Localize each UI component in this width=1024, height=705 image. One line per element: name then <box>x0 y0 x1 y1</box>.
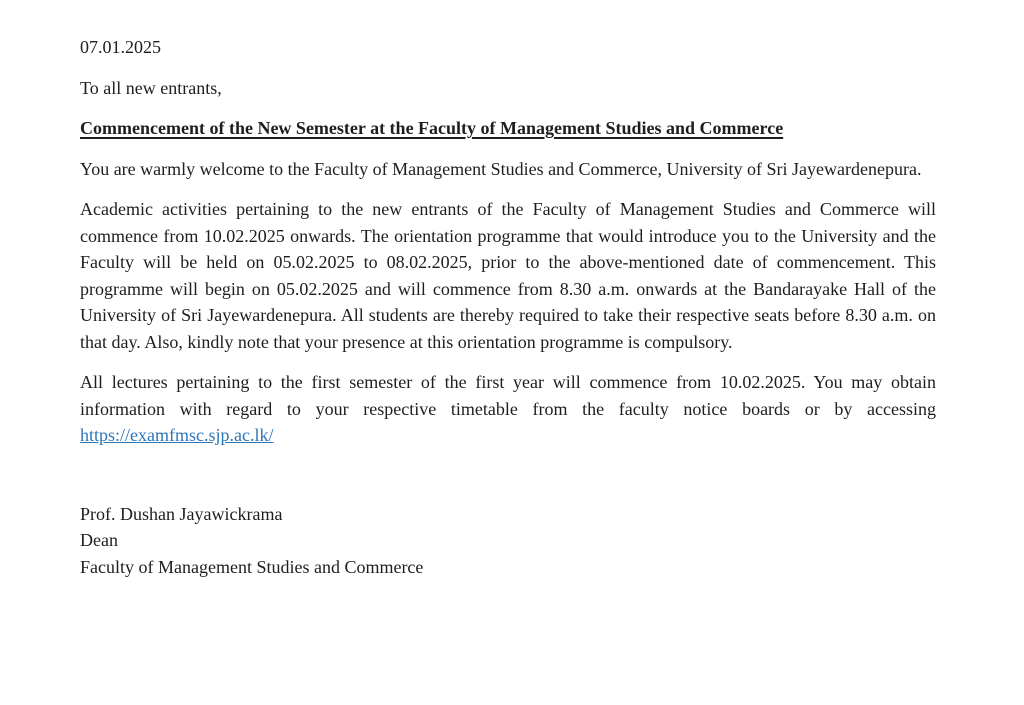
letter-heading <box>80 115 936 142</box>
letter-heading-text: Commencement of the New Semester at the Faculty of Management Studies and Commerce <box>80 118 784 138</box>
signature-name: Prof. Dushan Jayawickrama <box>80 503 283 524</box>
signature-block <box>80 501 936 581</box>
paragraph-lectures <box>80 369 936 449</box>
exam-portal-link[interactable]: https://examfmsc.sjp.ac.lk/ <box>80 425 274 445</box>
paragraph-lectures-text: All lectures pertaining to the first semester of the first year will commence from 10.02.2025. You may obtain information with regard to your respective timetable from the faculty notice boards or by accessing <box>80 372 936 419</box>
signature-title: Dean <box>80 530 118 550</box>
paragraph-academic-activities: Academic activities pertaining to the new entrants of the Faculty of Management Studies and Commerce will commence from 10.02.2025 onwards. The orientation programme that would introduce you to the University and the Faculty will be held on 05.02.2025 to 08.02.2025, prior to the above-mentioned date of commencement. This programme will begin on 05.02.2025 and will commence from 8.30 a.m. onwards at the Bandarayake Hall of the University of Sri Jayewardenepura. All students are thereby required to take their respective seats before 8.30 a.m. on that day. Also, kindly note that your presence at this orientation programme is compulsory. <box>80 199 936 352</box>
signature-organization: Faculty of Management Studies and Commerce <box>80 556 424 577</box>
letter-salutation: To all new entrants, <box>80 77 222 98</box>
paragraph-welcome: You are warmly welcome to the Faculty of Management Studies and Commerce, University of Sri Jayewardenepura. <box>80 158 922 179</box>
letter-date: 07.01.2025 <box>80 37 161 57</box>
